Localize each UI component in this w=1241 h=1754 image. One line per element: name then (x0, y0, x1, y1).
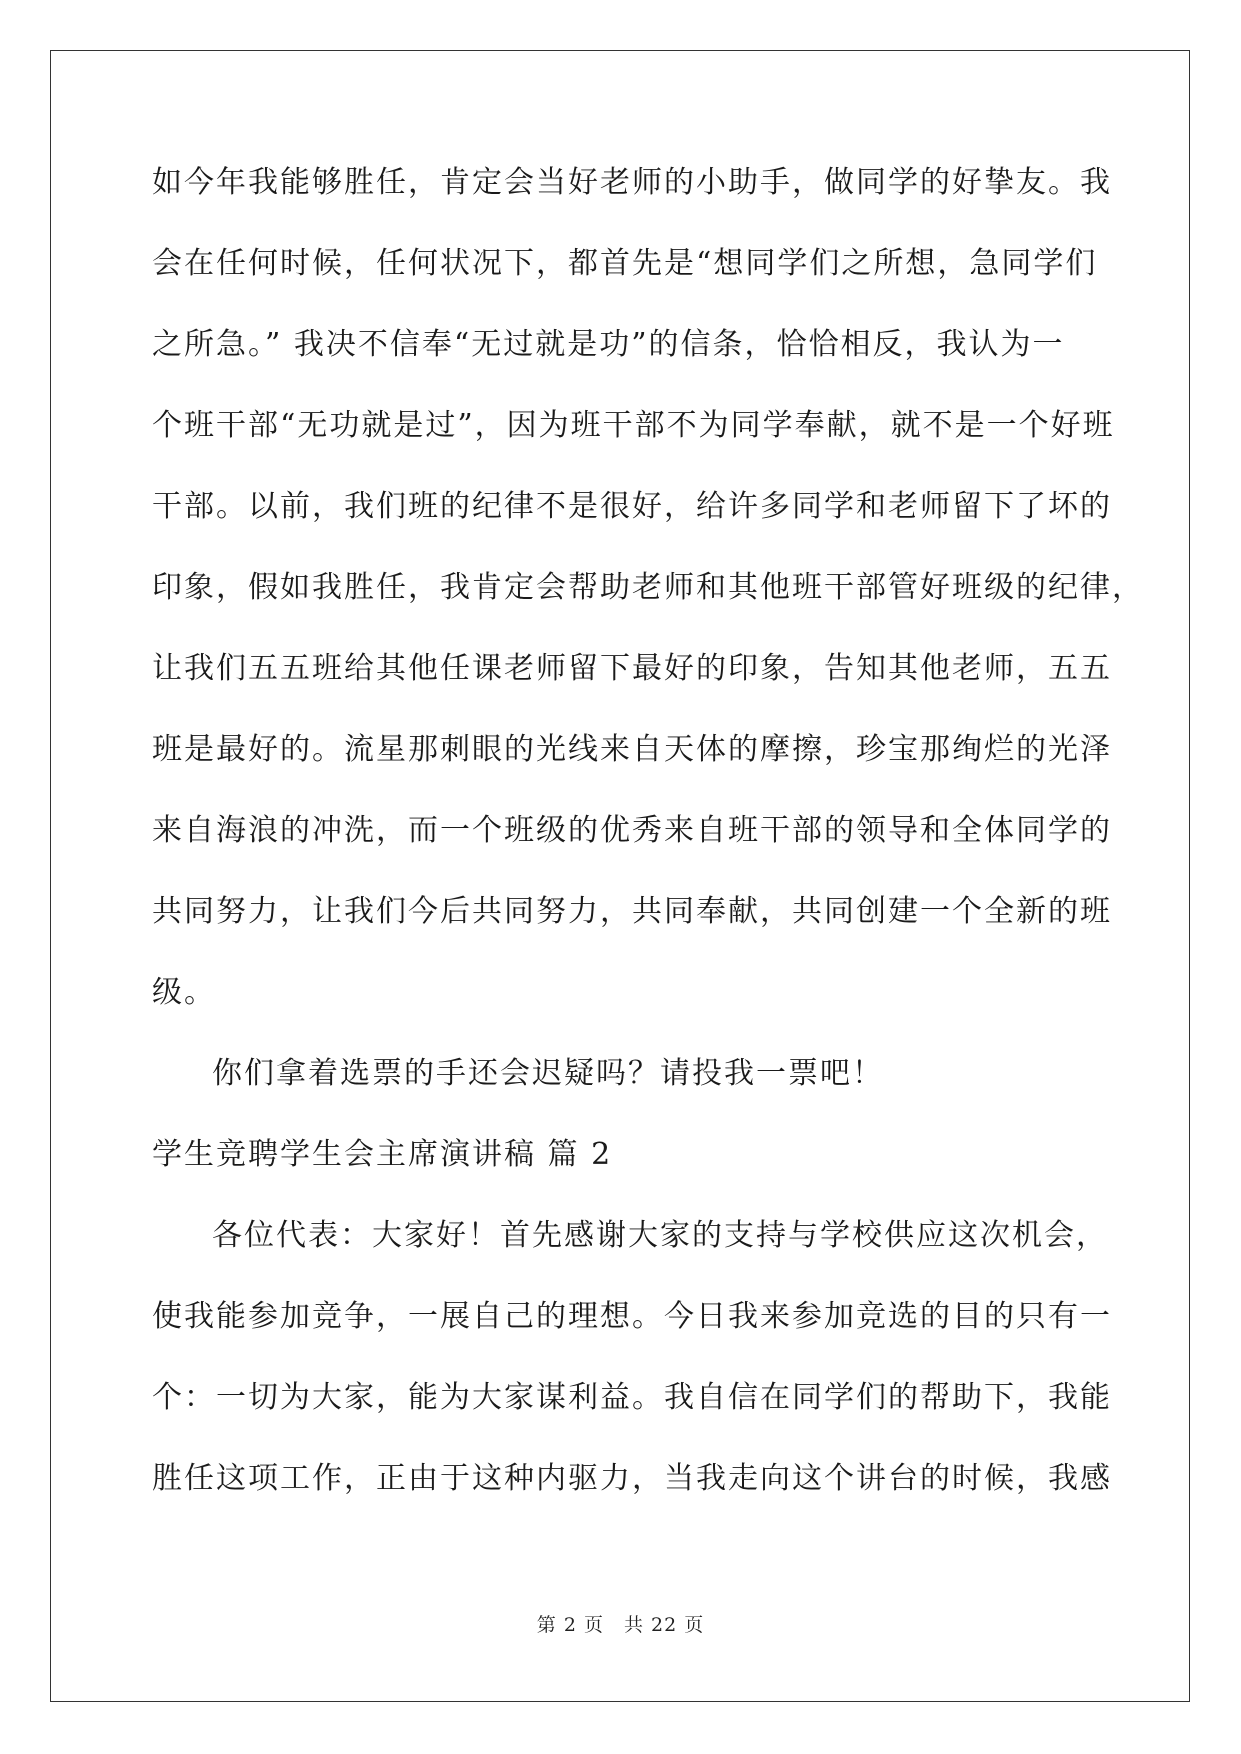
text-line: 让我们五五班给其他任课老师留下最好的印象，告知其他老师，五五 (152, 651, 1112, 686)
document-body (152, 165, 1144, 1545)
text-line: 个班干部“无功就是过”，因为班干部不为同学奉献，就不是一个好班 (152, 408, 1115, 443)
text-line: 之所急。” 我决不信奉“无过就是功”的信条，恰恰相反，我认为一 (152, 327, 1065, 362)
text-line: 会在任何时候，任何状况下，都首先是“想同学们之所想，急同学们 (152, 246, 1098, 281)
text-line: 如今年我能够胜任，肯定会当好老师的小助手，做同学的好挚友。我 (152, 165, 1112, 200)
text-line: 班是最好的。流星那刺眼的光线来自天体的摩擦，珍宝那绚烂的光泽 (152, 732, 1112, 767)
section-heading: 学生竞聘学生会主席演讲稿 篇 2 (152, 1137, 613, 1172)
text-line: 印象，假如我胜任，我肯定会帮助老师和其他班干部管好班级的纪律， (152, 570, 1144, 605)
text-line: 共同努力，让我们今后共同努力，共同奉献，共同创建一个全新的班 (152, 894, 1112, 929)
text-line: 个：一切为大家，能为大家谋利益。我自信在同学们的帮助下，我能 (152, 1380, 1112, 1415)
text-line-indented: 你们拿着选票的手还会迟疑吗？请投我一票吧！ (212, 1056, 884, 1091)
text-line-indented: 各位代表：大家好！首先感谢大家的支持与学校供应这次机会， (212, 1218, 1108, 1253)
text-line: 级。 (152, 975, 216, 1010)
page-number-footer: 第 2 页 共 22 页 (536, 1614, 705, 1636)
text-line: 干部。以前，我们班的纪律不是很好，给许多同学和老师留下了坏的 (152, 489, 1112, 524)
text-line: 胜任这项工作，正由于这种内驱力，当我走向这个讲台的时候，我感 (152, 1461, 1112, 1496)
text-line: 来自海浪的冲洗，而一个班级的优秀来自班干部的领导和全体同学的 (152, 813, 1112, 848)
text-line: 使我能参加竞争，一展自己的理想。今日我来参加竞选的目的只有一 (152, 1299, 1112, 1334)
